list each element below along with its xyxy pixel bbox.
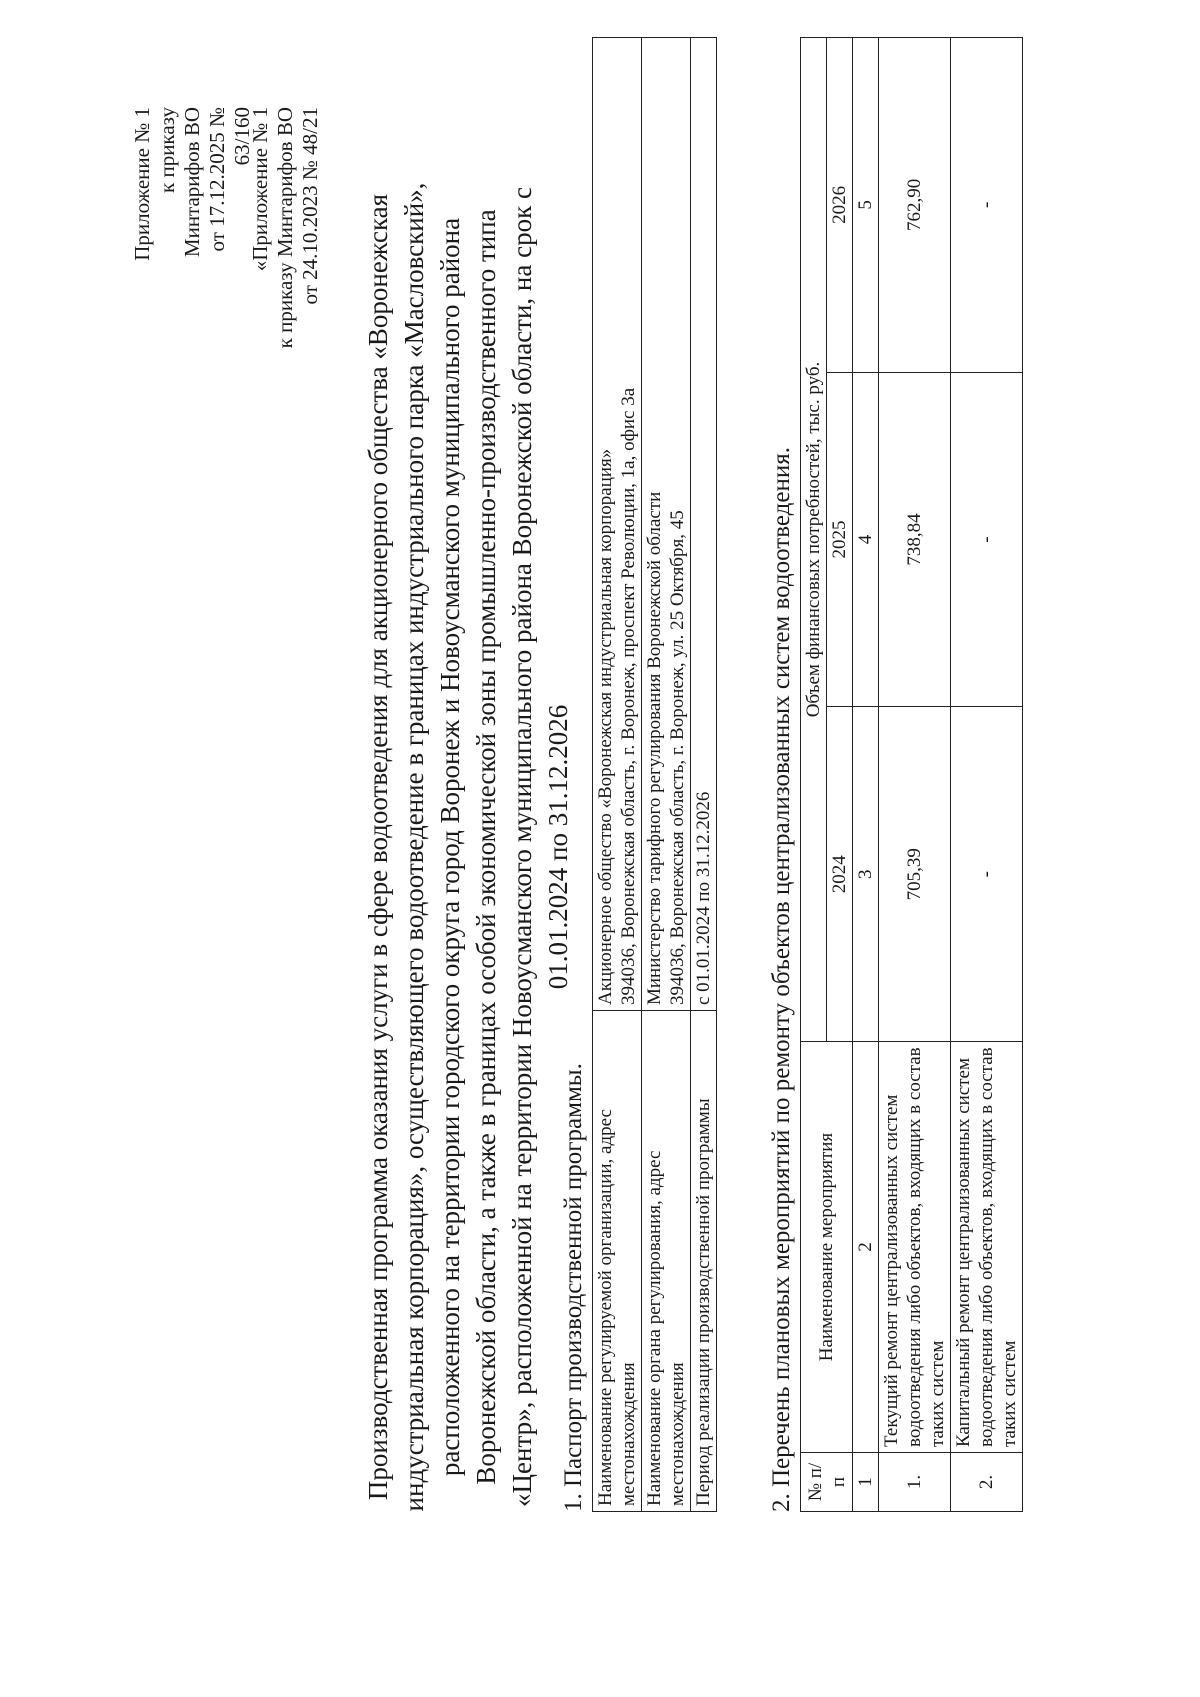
row-value: 738,84 bbox=[879, 372, 951, 707]
passport-row bbox=[593, 38, 642, 1512]
passport-value-line: 394036, Воронежская область, г. Воронеж, проспект Революции, 1а, офис 3а bbox=[618, 387, 639, 1005]
passport-table bbox=[592, 37, 717, 1512]
column-number: 4 bbox=[853, 372, 879, 707]
row-value: - bbox=[951, 372, 1023, 707]
row-num: 1. bbox=[879, 1453, 951, 1512]
passport-label: Наименование органа регулирования, адрес местонахождения bbox=[642, 1011, 691, 1512]
appendix-line: от 24.10.2023 № 48/21 bbox=[298, 107, 322, 305]
table-row bbox=[951, 38, 1023, 1512]
header-year: 2024 bbox=[827, 707, 853, 1042]
header-measure-name: Наименование мероприятия bbox=[801, 1042, 853, 1453]
passport-value-line: 394036, Воронежская область, г. Воронеж, ул. 25 Октября, 45 bbox=[667, 510, 688, 1005]
table-row bbox=[879, 38, 951, 1512]
appendix-line: Приложение № 1 bbox=[130, 107, 154, 261]
column-number: 2 bbox=[853, 1042, 879, 1453]
header-num: № п/п bbox=[801, 1453, 853, 1512]
column-number: 1 bbox=[853, 1453, 879, 1512]
passport-row bbox=[691, 38, 717, 1512]
appendix-line: «Приложение № 1 bbox=[248, 107, 272, 272]
passport-label: Период реализации производственной программы bbox=[691, 1011, 717, 1512]
column-number: 3 bbox=[853, 707, 879, 1042]
passport-value bbox=[691, 38, 717, 1011]
appendix-line: к приказу Минтарифов ВО bbox=[273, 107, 297, 349]
header-financial-volume: Объем финансовых потребностей, тыс. руб. bbox=[801, 38, 827, 1042]
program-title: Производственная программа оказания услуги в сфере водоотведения для акционерного общества «Воронежская индустриальная корпорация», осуществляющего водоотведение в границах индустриального парка «Масловский», расположенного на территории городского округа город Воронеж и Новоусманского муниципального района Воронежской области, а также в границах особой экономической зоны промышленно-производственного типа «Центр», расположенной на территории Новоусманского муниципального района Воронежской области, на срок с 01.01.2024 по 31.12.2026 bbox=[363, 182, 573, 1512]
appendix-header-current bbox=[130, 107, 255, 297]
table-header-row bbox=[801, 38, 827, 1512]
section2-title: 2. Перечень плановых мероприятий по ремонту объектов централизованных систем водоотведения. bbox=[768, 447, 795, 1512]
passport-value-line: Акционерное общество «Воронежская индустриальная корпорация» bbox=[595, 448, 616, 1005]
row-measure-name: Капитальный ремонт централизованных систем водоотведения либо объектов, входящих в состав таких систем bbox=[951, 1042, 1023, 1453]
row-value: 705,39 bbox=[879, 707, 951, 1042]
passport-value-line: с 01.01.2024 по 31.12.2026 bbox=[693, 791, 714, 1005]
appendix-line: от 17.12.2025 № 63/160 bbox=[205, 107, 254, 252]
row-num: 2. bbox=[951, 1453, 1023, 1512]
header-year: 2026 bbox=[827, 38, 853, 373]
passport-value bbox=[593, 38, 642, 1011]
column-number-row bbox=[853, 38, 879, 1512]
row-value: - bbox=[951, 707, 1023, 1042]
appendix-header-previous bbox=[248, 107, 323, 407]
header-year: 2025 bbox=[827, 372, 853, 707]
passport-row bbox=[642, 38, 691, 1512]
passport-label: Наименование регулируемой организации, адрес местонахождения bbox=[593, 1011, 642, 1512]
repair-measures-table bbox=[800, 37, 1023, 1512]
column-number: 5 bbox=[853, 38, 879, 373]
row-value: - bbox=[951, 38, 1023, 373]
appendix-line: к приказу Минтарифов ВО bbox=[155, 107, 204, 258]
section1-title: 1. Паспорт производственной программы. bbox=[560, 1063, 587, 1512]
row-value: 762,90 bbox=[879, 38, 951, 373]
row-measure-name: Текущий ремонт централизованных систем водоотведения либо объектов, входящих в состав таких систем bbox=[879, 1042, 951, 1453]
passport-value bbox=[642, 38, 691, 1011]
passport-value-line: Министерство тарифного регулирования Воронежской области bbox=[644, 491, 665, 1005]
